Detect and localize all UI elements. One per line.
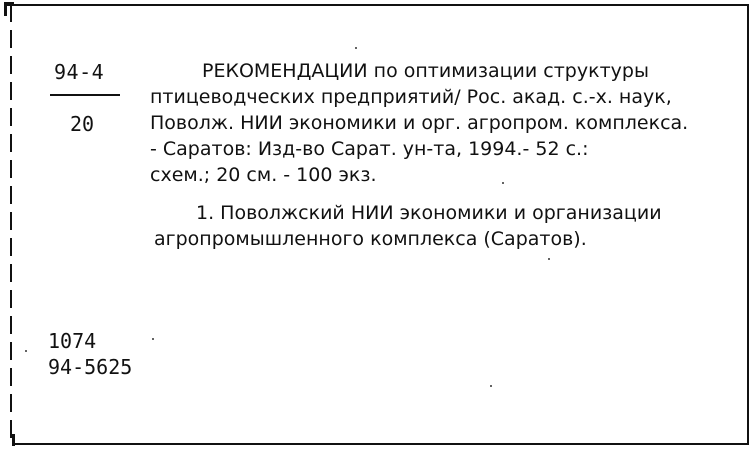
call-number-top: 94-4 [54,60,105,84]
call-number-bottom: 20 [70,112,95,136]
registration-number: 94-5625 [48,355,133,379]
card-border-bottom [14,443,748,445]
scan-speck [152,338,154,340]
entry-line: - Саратов: Изд-во Сарат. ун-та, 1994.- 52 с.: [150,138,589,160]
card-border-top [6,4,748,6]
tracing-line: 1. Поволжский НИИ экономики и организации [196,202,662,224]
card-border-right [747,4,749,445]
accession-block [48,328,132,380]
card-border-left [10,4,12,445]
scan-speck [490,385,492,387]
accession-number: 1074 [48,329,97,353]
call-number-divider [50,94,120,96]
card-edge-mark [12,434,15,446]
subject-tracing [154,200,734,252]
tracing-line: агропромышленного комплекса (Саратов). [154,228,587,250]
entry-line: схем.; 20 см. - 100 экз. [150,164,377,186]
entry-line: Поволж. НИИ экономики и орг. агропром. комплекса. [150,112,689,134]
scan-speck [548,258,550,260]
entry-line: РЕКОМЕНДАЦИИ по оптимизации структуры [202,60,649,82]
scan-speck [25,350,27,352]
bibliographic-entry [150,58,740,188]
scan-speck [502,182,504,184]
entry-line: птицеводческих предприятий/ Рос. акад. с.-х. наук, [150,86,672,108]
scan-speck [355,47,357,49]
